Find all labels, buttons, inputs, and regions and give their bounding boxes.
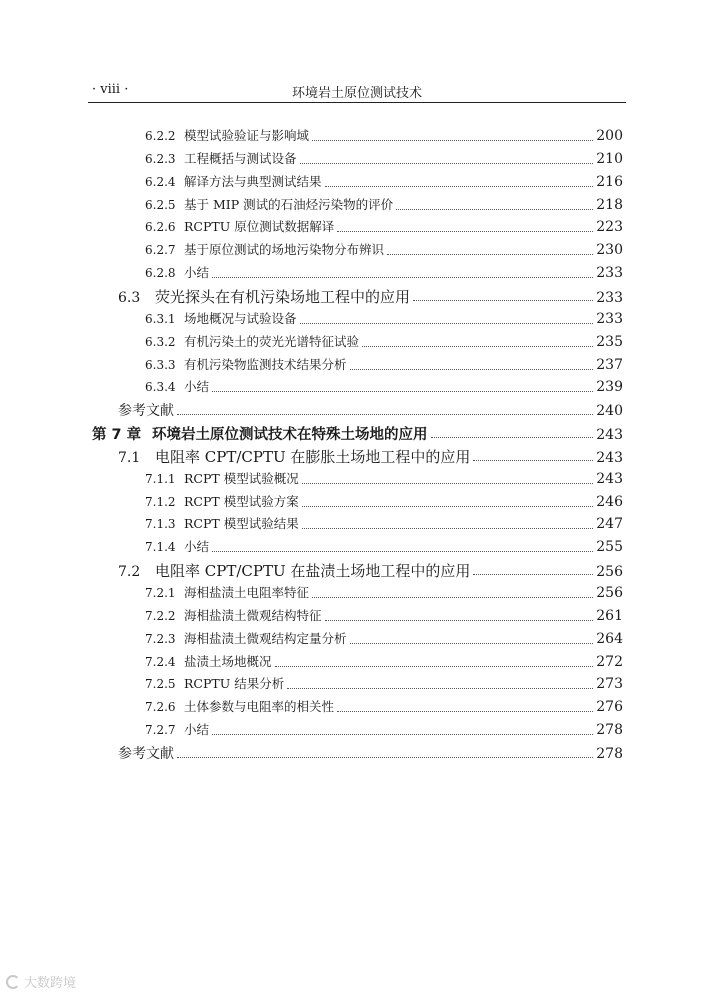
toc-entry-page: 237 xyxy=(596,356,623,373)
toc-entry xyxy=(145,492,623,512)
watermark-text: 大数跨境 xyxy=(24,976,77,991)
toc-entry-number: 7.1 xyxy=(118,449,141,466)
toc-entry xyxy=(145,172,623,192)
toc-entry-page: 278 xyxy=(596,745,623,762)
toc-entry-number: 7.2.7 xyxy=(145,723,176,738)
toc-entry-title: 小结 xyxy=(184,379,210,395)
watermark xyxy=(6,972,76,991)
toc-entry-title: 海相盐渍土微观结构特征 xyxy=(184,607,322,623)
toc-entry-page: 216 xyxy=(596,173,623,190)
dot-leader xyxy=(473,573,593,575)
toc-entry-page: 200 xyxy=(596,128,623,144)
toc-entry-page: 240 xyxy=(596,403,623,420)
toc-entry-number: 7.2.6 xyxy=(145,700,176,715)
dot-leader xyxy=(473,459,593,461)
toc-entry-title: 解译方法与典型测试结果 xyxy=(184,173,322,189)
toc-entry-number: 7.1.2 xyxy=(145,494,176,509)
toc-entry-page: 278 xyxy=(596,722,623,739)
toc-entry xyxy=(118,560,623,580)
toc-entry-number: 7.2 xyxy=(118,564,141,581)
dot-leader xyxy=(413,299,593,301)
toc-entry-title: 参考文献 xyxy=(118,403,174,420)
toc-entry xyxy=(145,583,623,603)
toc-entry-number: 7.2.4 xyxy=(145,654,176,669)
toc-entry-title: 有机污染物监测技术结果分析 xyxy=(184,356,347,372)
toc-entry-number: 7.2.1 xyxy=(145,586,176,600)
toc-entry xyxy=(145,674,623,694)
toc-entry xyxy=(145,149,623,169)
toc-entry xyxy=(145,652,623,672)
toc-entry-number: 7.1.1 xyxy=(145,471,176,486)
toc-entry xyxy=(145,126,623,146)
toc-entry-page: 233 xyxy=(596,289,623,306)
toc-entry-title: 基于 MIP 测试的石油烃污染物的评价 xyxy=(184,196,394,212)
toc-entry-number: 6.2.7 xyxy=(145,243,176,258)
toc-entry-page: 256 xyxy=(596,564,623,581)
dot-leader xyxy=(287,687,593,689)
toc-entry xyxy=(145,629,623,649)
toc-entry-title: 荧光探头在有机污染场地工程中的应用 xyxy=(155,287,411,306)
dot-leader xyxy=(300,162,594,164)
toc-entry-page: 261 xyxy=(596,607,623,624)
dot-leader xyxy=(387,253,593,255)
toc-entry-title: 电阻率 CPT/CPTU 在盐渍土场地工程中的应用 xyxy=(155,562,471,581)
toc-entry-number: 7.2.2 xyxy=(145,608,176,623)
toc-entry-title: 参考文献 xyxy=(118,745,174,762)
dot-leader xyxy=(431,436,594,438)
dot-leader xyxy=(177,756,593,758)
toc-entry-number: 6.2.4 xyxy=(145,174,176,189)
running-title: 环境岩土原位测试技术 xyxy=(291,86,422,101)
toc-entry-title: 模型试验验证与影响域 xyxy=(184,128,310,143)
toc-entry-page: 264 xyxy=(596,630,623,647)
toc-entry xyxy=(118,743,623,763)
toc-entry xyxy=(145,514,623,534)
dot-leader xyxy=(350,368,594,370)
toc-entry-title: 海相盐渍土微观结构定量分析 xyxy=(184,630,347,646)
toc-entry-title: 环境岩土原位测试技术在特殊土场地的应用 xyxy=(152,427,428,444)
dot-leader xyxy=(177,413,593,415)
dot-leader xyxy=(362,345,593,347)
dot-leader xyxy=(300,322,594,324)
header-rule xyxy=(88,102,626,103)
dot-leader xyxy=(302,482,594,484)
toc-entry-page: 210 xyxy=(596,150,623,167)
toc-entry-title: 基于原位测试的场地污染物分布辨识 xyxy=(184,242,385,258)
toc-entry-number: 6.3.2 xyxy=(145,334,176,349)
toc-entry-page: 256 xyxy=(596,585,623,601)
toc-entry-page: 272 xyxy=(596,653,623,670)
toc-entry-number: 7.1.4 xyxy=(145,540,176,555)
dot-leader xyxy=(312,139,593,141)
toc-entry xyxy=(145,720,623,740)
toc-entry xyxy=(145,355,623,375)
toc-entry-number: 6.3.1 xyxy=(145,311,176,326)
toc-entry-number: 第 7 章 xyxy=(92,427,142,444)
toc-entry-title: 场地概况与试验设备 xyxy=(184,310,297,326)
toc-entry-title: 小结 xyxy=(184,722,210,738)
toc-entry-title: 盐渍土场地概况 xyxy=(184,653,272,669)
toc-entry-title: 海相盐渍土电阻率特征 xyxy=(184,585,310,600)
dot-leader xyxy=(325,185,594,187)
dot-leader xyxy=(212,276,593,278)
toc-entry-page: 233 xyxy=(596,310,623,327)
dot-leader xyxy=(337,230,593,232)
toc-entry-title: RCPT 模型试验方案 xyxy=(184,493,299,509)
toc-entry-title: 有机污染土的荧光光谱特征试验 xyxy=(184,333,360,349)
toc-entry-number: 6.2.3 xyxy=(145,151,176,166)
dot-leader xyxy=(275,665,594,667)
toc-entry-page: 239 xyxy=(596,379,623,396)
toc-entry xyxy=(145,332,623,352)
toc-entry-title: 土体参数与电阻率的相关性 xyxy=(184,699,335,715)
camera-logo-icon xyxy=(6,975,20,989)
toc-entry-page: 247 xyxy=(596,516,623,533)
dot-leader xyxy=(325,619,594,621)
toc-entry-page: 243 xyxy=(596,427,623,444)
toc-entry xyxy=(118,286,623,306)
toc-entry xyxy=(118,446,623,466)
toc-entry-number: 6.3.4 xyxy=(145,380,176,395)
toc-entry xyxy=(145,537,623,557)
toc-entry-number: 7.1.3 xyxy=(145,517,176,532)
toc-entry-number: 6.2.5 xyxy=(145,197,176,212)
dot-leader xyxy=(212,550,593,552)
toc-entry-title: 工程概括与测试设备 xyxy=(184,150,297,166)
dot-leader xyxy=(302,505,594,507)
page-number: · viii · xyxy=(92,82,129,97)
toc-entry-title: RCPT 模型试验结果 xyxy=(184,516,299,532)
dot-leader xyxy=(302,527,594,529)
dot-leader xyxy=(396,208,593,210)
toc-entry-page: 243 xyxy=(596,470,623,487)
toc-entry-number: 6.2.2 xyxy=(145,129,176,143)
toc-entry-number: 6.3 xyxy=(118,289,141,306)
toc-entry-title: RCPTU 结果分析 xyxy=(184,676,285,692)
toc-entry-page: 246 xyxy=(596,493,623,510)
toc-entry-page: 273 xyxy=(596,676,623,693)
toc-entry-number: 6.2.8 xyxy=(145,266,176,281)
toc-entry-number: 6.2.6 xyxy=(145,220,176,235)
toc-entry-title: 小结 xyxy=(184,539,210,555)
toc-entry-page: 235 xyxy=(596,333,623,350)
toc-entry-title: RCPTU 原位测试数据解译 xyxy=(184,219,335,235)
toc-entry xyxy=(118,400,623,420)
toc-entry xyxy=(145,263,623,283)
dot-leader xyxy=(337,710,593,712)
toc-entry-page: 243 xyxy=(596,449,623,466)
toc-entry-number: 7.2.5 xyxy=(145,677,176,692)
toc-entry-number: 7.2.3 xyxy=(145,631,176,646)
toc-entry xyxy=(145,469,623,489)
toc-entry xyxy=(145,697,623,717)
toc-entry-title: 小结 xyxy=(184,265,210,281)
dot-leader xyxy=(350,642,594,644)
toc-entry xyxy=(145,606,623,626)
toc-entry xyxy=(145,195,623,215)
toc-entry xyxy=(145,217,623,237)
toc-entry-page: 223 xyxy=(596,219,623,236)
dot-leader xyxy=(212,733,593,735)
page-header xyxy=(88,78,626,102)
toc-entry-title: RCPT 模型试验概况 xyxy=(184,470,299,486)
toc-entry-page: 230 xyxy=(596,242,623,259)
dot-leader xyxy=(312,596,593,598)
toc-entry-page: 255 xyxy=(596,539,623,556)
toc-entry-page: 276 xyxy=(596,699,623,716)
toc-entry-page: 233 xyxy=(596,265,623,282)
toc-entry xyxy=(145,240,623,260)
toc-entry xyxy=(145,377,623,397)
toc-entry-page: 218 xyxy=(596,196,623,213)
toc-chapter-entry xyxy=(92,423,623,443)
dot-leader xyxy=(212,390,593,392)
toc-entry-title: 电阻率 CPT/CPTU 在膨胀土场地工程中的应用 xyxy=(155,447,471,466)
toc-entry xyxy=(145,309,623,329)
toc-entry-number: 6.3.3 xyxy=(145,357,176,372)
